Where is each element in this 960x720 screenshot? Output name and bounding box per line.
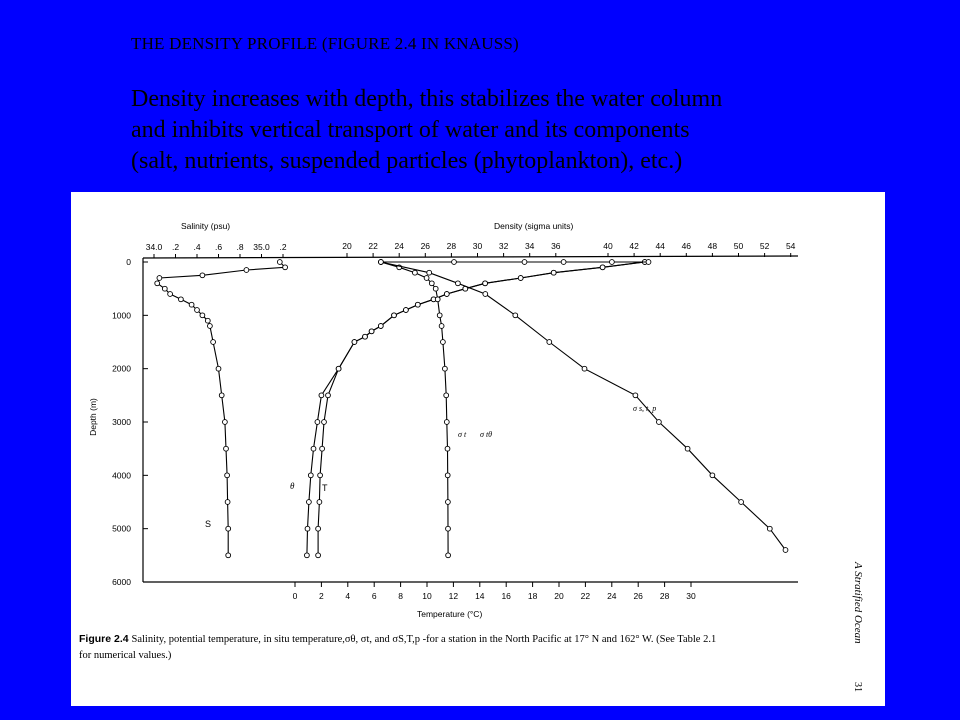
depth-tick-label: 0 — [126, 257, 131, 267]
data-point — [446, 553, 451, 558]
density-tick-label: 34 — [524, 241, 535, 251]
data-point — [319, 393, 324, 398]
density-tick-label: 42 — [629, 241, 639, 251]
body-line-1: Density increases with depth, this stabilizes the water column — [131, 86, 723, 112]
page-number: 31 — [852, 682, 863, 692]
salinity-tick-label: 34.0 — [145, 242, 163, 252]
data-point — [379, 260, 384, 265]
data-point — [283, 265, 288, 270]
density-tick-label: 20 — [342, 241, 352, 251]
data-point — [446, 500, 451, 505]
density-tick-label: 46 — [681, 241, 692, 251]
temperature-axis-label: Temperature (°C) — [417, 609, 483, 619]
data-point — [318, 473, 323, 478]
data-point — [308, 473, 313, 478]
slide-title: THE DENSITY PROFILE (FIGURE 2.4 IN KNAUSS) — [131, 34, 519, 53]
temperature-tick-label: 30 — [686, 591, 696, 601]
data-point — [225, 500, 230, 505]
data-point — [657, 420, 662, 425]
caption-figure-number: Figure 2.4 — [79, 633, 132, 645]
density-tick-label: 24 — [394, 241, 404, 251]
caption-text: Salinity, potential temperature, in situ temperature,σθ, σt, and σS,T,p -for a station in the North Pacific at 17° N and 162° W. (See Table 2.1 — [131, 634, 717, 645]
temperature-tick-label: 28 — [659, 591, 670, 601]
temperature-tick-label: 24 — [607, 591, 617, 601]
data-point — [305, 553, 310, 558]
depth-tick-label: 5000 — [112, 523, 131, 534]
data-point — [437, 313, 442, 318]
data-point — [200, 313, 205, 318]
salinity-tick-label: .8 — [236, 242, 244, 252]
data-point — [179, 297, 184, 302]
temperature-tick-label: 16 — [501, 591, 511, 601]
data-point — [456, 281, 461, 286]
data-point — [223, 420, 228, 425]
top-axis-line — [143, 256, 798, 258]
data-point — [195, 308, 200, 313]
data-point — [157, 276, 162, 281]
density-tick-label: 54 — [785, 241, 796, 251]
density-tick-label: 26 — [420, 241, 431, 251]
salinity-tick-label: .4 — [193, 242, 201, 252]
data-point — [429, 281, 434, 286]
curve-label-s: S — [205, 519, 212, 529]
temperature-tick-label: 6 — [371, 591, 377, 601]
data-point — [445, 446, 450, 451]
salinity-tick-label: .6 — [214, 242, 223, 252]
curve-label-theta: θ — [290, 481, 295, 491]
running-header-text: A Stratified Ocean — [852, 562, 864, 644]
depth-axis-label: Depth (m) — [88, 398, 98, 436]
salinity-line — [157, 262, 285, 555]
figure-panel — [71, 192, 885, 706]
data-point — [783, 548, 788, 553]
density-axis-label: Density (sigma units) — [494, 221, 574, 231]
temperature-tick-label: 0 — [292, 591, 298, 601]
data-point — [433, 286, 438, 291]
data-point — [452, 260, 457, 265]
slide-body — [131, 84, 931, 177]
density-tick-label: 44 — [655, 241, 665, 251]
salinity-axis-label: Salinity (psu) — [181, 221, 231, 231]
depth-tick-label: 1000 — [112, 310, 131, 321]
data-point — [685, 446, 690, 451]
temperature-tick-label: 20 — [554, 591, 564, 601]
data-point — [378, 324, 383, 329]
temperature-tick-label: 18 — [527, 591, 538, 601]
salinity-tick-label: .2 — [279, 242, 287, 252]
data-point — [226, 526, 231, 531]
density-tick-label: 30 — [472, 241, 483, 251]
data-point — [446, 526, 451, 531]
data-point — [582, 366, 587, 371]
sigma-stp-line — [381, 262, 786, 550]
depth-tick-label: 4000 — [112, 470, 131, 481]
data-point — [547, 340, 552, 345]
data-point — [483, 281, 488, 286]
body-line-2: and inhibits vertical transport of water and its components — [131, 117, 690, 143]
temperature-tick-label: 14 — [475, 591, 485, 601]
data-point — [208, 324, 213, 329]
data-point — [225, 473, 230, 478]
salinity-tick-label: .2 — [171, 242, 180, 252]
data-point — [277, 260, 282, 265]
data-point — [424, 276, 429, 281]
depth-tick-label: 3000 — [112, 417, 131, 427]
temperature-tick-label: 22 — [580, 591, 591, 601]
data-point — [415, 302, 420, 307]
data-point — [439, 324, 444, 329]
data-point — [311, 446, 316, 451]
depth-tick-label: 6000 — [112, 577, 131, 587]
data-point — [518, 276, 523, 281]
data-point — [522, 260, 527, 265]
data-point — [551, 270, 556, 275]
data-point — [600, 265, 605, 270]
data-point — [168, 292, 173, 297]
data-point — [404, 308, 409, 313]
data-point — [205, 318, 210, 323]
potential-temperature-line — [307, 262, 645, 555]
data-point — [162, 286, 167, 291]
data-point — [322, 420, 327, 425]
data-point — [317, 500, 322, 505]
data-point — [435, 297, 440, 302]
density-tick-label: 22 — [368, 241, 378, 251]
data-point — [211, 340, 216, 345]
temperature-tick-label: 12 — [448, 591, 459, 601]
density-tick-label: 36 — [551, 241, 561, 251]
depth-tick-label: 2000 — [112, 363, 131, 374]
data-point — [444, 420, 449, 425]
density-tick-label: 52 — [759, 241, 770, 251]
data-point — [305, 526, 310, 531]
data-point — [216, 366, 221, 371]
data-point — [316, 526, 321, 531]
data-point — [189, 302, 194, 307]
temperature-tick-label: 26 — [633, 591, 643, 601]
data-point — [226, 553, 231, 558]
data-point — [224, 446, 229, 451]
data-point — [369, 329, 374, 334]
data-point — [315, 420, 320, 425]
density-tick-label: 32 — [498, 241, 509, 251]
data-point — [443, 366, 448, 371]
salinity-tick-label: 35.0 — [253, 242, 270, 252]
curve-label-sigma-theta: σ tθ — [480, 430, 493, 439]
density-tick-label: 40 — [603, 241, 613, 251]
data-point — [610, 260, 615, 265]
data-point — [336, 366, 341, 371]
temperature-tick-label: 10 — [422, 591, 432, 601]
data-point — [444, 292, 449, 297]
density-tick-label: 48 — [707, 241, 718, 251]
data-point — [155, 281, 160, 286]
temperature-tick-label: 4 — [345, 591, 351, 601]
temperature-tick-label: 8 — [398, 591, 403, 601]
figure-caption-line-1 — [79, 633, 716, 645]
data-point — [483, 292, 488, 297]
figure-caption-line-2: for numerical values.) — [79, 650, 172, 661]
density-profile-chart — [71, 192, 885, 706]
data-point — [363, 334, 368, 339]
data-point — [200, 273, 205, 278]
data-point — [427, 270, 432, 275]
data-point — [326, 393, 331, 398]
temperature-tick-label: 2 — [319, 591, 324, 601]
data-point — [244, 268, 249, 273]
in-situ-temperature-line — [318, 262, 645, 555]
data-point — [441, 340, 446, 345]
data-point — [739, 500, 744, 505]
data-point — [767, 526, 772, 531]
data-point — [561, 260, 566, 265]
data-point — [445, 473, 450, 478]
data-point — [646, 260, 651, 265]
data-point — [444, 393, 449, 398]
data-point — [413, 270, 418, 275]
data-point — [513, 313, 518, 318]
data-point — [352, 340, 357, 345]
data-point — [307, 500, 312, 505]
data-point — [316, 553, 321, 558]
curve-label-sigma-t: σ t — [458, 430, 467, 439]
data-point — [710, 473, 715, 478]
density-tick-label: 50 — [733, 241, 744, 251]
density-tick-label: 28 — [446, 241, 457, 251]
body-line-3: (salt, nutrients, suspended particles (phytoplankton), etc.) — [131, 148, 683, 174]
curve-label-t: T — [322, 483, 328, 493]
data-point — [633, 393, 638, 398]
data-point — [320, 446, 325, 451]
data-point — [392, 313, 397, 318]
data-point — [219, 393, 224, 398]
curve-label-sigma-stp: σ s, t, p — [633, 404, 657, 413]
